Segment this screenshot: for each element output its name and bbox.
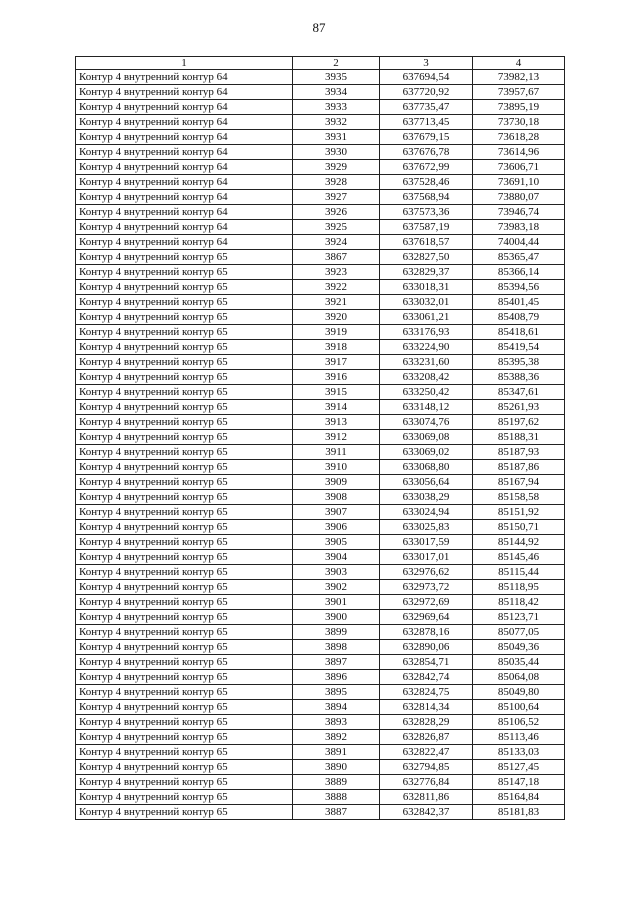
y-coordinate-cell: 85187,86 [473, 460, 565, 475]
point-number-cell: 3903 [293, 565, 380, 580]
table-row [76, 670, 565, 685]
contour-name-cell: Контур 4 внутренний контур 64 [76, 235, 293, 250]
y-coordinate-cell: 85197,62 [473, 415, 565, 430]
y-coordinate-cell: 74004,44 [473, 235, 565, 250]
point-number-cell: 3919 [293, 325, 380, 340]
contour-name-cell: Контур 4 внутренний контур 65 [76, 640, 293, 655]
x-coordinate-cell: 633032,01 [380, 295, 473, 310]
contour-name-cell: Контур 4 внутренний контур 65 [76, 775, 293, 790]
y-coordinate-cell: 73730,18 [473, 115, 565, 130]
table-row [76, 400, 565, 415]
table-row [76, 310, 565, 325]
y-coordinate-cell: 85035,44 [473, 655, 565, 670]
x-coordinate-cell: 632828,29 [380, 715, 473, 730]
x-coordinate-cell: 633068,80 [380, 460, 473, 475]
table-row [76, 415, 565, 430]
y-coordinate-cell: 73606,71 [473, 160, 565, 175]
contour-name-cell: Контур 4 внутренний контур 65 [76, 490, 293, 505]
table-header-row [76, 57, 565, 70]
table-row [76, 385, 565, 400]
y-coordinate-cell: 85158,58 [473, 490, 565, 505]
x-coordinate-cell: 632972,69 [380, 595, 473, 610]
table-row [76, 370, 565, 385]
point-number-cell: 3905 [293, 535, 380, 550]
point-number-cell: 3907 [293, 505, 380, 520]
y-coordinate-cell: 85261,93 [473, 400, 565, 415]
y-coordinate-cell: 73614,96 [473, 145, 565, 160]
table-row [76, 730, 565, 745]
x-coordinate-cell: 632794,85 [380, 760, 473, 775]
y-coordinate-cell: 85147,18 [473, 775, 565, 790]
x-coordinate-cell: 633018,31 [380, 280, 473, 295]
y-coordinate-cell: 73691,10 [473, 175, 565, 190]
table-row [76, 505, 565, 520]
point-number-cell: 3927 [293, 190, 380, 205]
point-number-cell: 3915 [293, 385, 380, 400]
y-coordinate-cell: 85419,54 [473, 340, 565, 355]
point-number-cell: 3909 [293, 475, 380, 490]
point-number-cell: 3908 [293, 490, 380, 505]
contour-name-cell: Контур 4 внутренний контур 65 [76, 760, 293, 775]
point-number-cell: 3910 [293, 460, 380, 475]
point-number-cell: 3911 [293, 445, 380, 460]
point-number-cell: 3895 [293, 685, 380, 700]
header-cell-4: 4 [473, 57, 565, 70]
x-coordinate-cell: 633069,08 [380, 430, 473, 445]
contour-name-cell: Контур 4 внутренний контур 64 [76, 85, 293, 100]
table-row [76, 295, 565, 310]
x-coordinate-cell: 632854,71 [380, 655, 473, 670]
y-coordinate-cell: 85064,08 [473, 670, 565, 685]
point-number-cell: 3921 [293, 295, 380, 310]
x-coordinate-cell: 633024,94 [380, 505, 473, 520]
table-row [76, 610, 565, 625]
y-coordinate-cell: 85049,36 [473, 640, 565, 655]
contour-name-cell: Контур 4 внутренний контур 65 [76, 550, 293, 565]
table-row [76, 70, 565, 85]
x-coordinate-cell: 632822,47 [380, 745, 473, 760]
y-coordinate-cell: 73982,13 [473, 70, 565, 85]
contour-name-cell: Контур 4 внутренний контур 65 [76, 370, 293, 385]
x-coordinate-cell: 632976,62 [380, 565, 473, 580]
x-coordinate-cell: 637713,45 [380, 115, 473, 130]
table-row [76, 790, 565, 805]
contour-name-cell: Контур 4 внутренний контур 65 [76, 340, 293, 355]
y-coordinate-cell: 73880,07 [473, 190, 565, 205]
table-row [76, 595, 565, 610]
coordinates-table-body [76, 57, 565, 820]
point-number-cell: 3932 [293, 115, 380, 130]
x-coordinate-cell: 637587,19 [380, 220, 473, 235]
table-row [76, 625, 565, 640]
page-number: 87 [312, 20, 326, 35]
y-coordinate-cell: 85115,44 [473, 565, 565, 580]
header-cell-2: 2 [293, 57, 380, 70]
table-row [76, 160, 565, 175]
contour-name-cell: Контур 4 внутренний контур 65 [76, 520, 293, 535]
contour-name-cell: Контур 4 внутренний контур 64 [76, 145, 293, 160]
point-number-cell: 3922 [293, 280, 380, 295]
x-coordinate-cell: 632878,16 [380, 625, 473, 640]
x-coordinate-cell: 632826,87 [380, 730, 473, 745]
y-coordinate-cell: 85181,83 [473, 805, 565, 820]
table-row [76, 85, 565, 100]
table-row [76, 190, 565, 205]
y-coordinate-cell: 85151,92 [473, 505, 565, 520]
table-row [76, 325, 565, 340]
point-number-cell: 3930 [293, 145, 380, 160]
contour-name-cell: Контур 4 внутренний контур 65 [76, 730, 293, 745]
x-coordinate-cell: 633176,93 [380, 325, 473, 340]
contour-name-cell: Контур 4 внутренний контур 65 [76, 280, 293, 295]
y-coordinate-cell: 85401,45 [473, 295, 565, 310]
contour-name-cell: Контур 4 внутренний контур 65 [76, 535, 293, 550]
point-number-cell: 3867 [293, 250, 380, 265]
x-coordinate-cell: 637676,78 [380, 145, 473, 160]
contour-name-cell: Контур 4 внутренний контур 65 [76, 700, 293, 715]
table-row [76, 355, 565, 370]
table-row [76, 775, 565, 790]
x-coordinate-cell: 633208,42 [380, 370, 473, 385]
point-number-cell: 3931 [293, 130, 380, 145]
table-row [76, 760, 565, 775]
contour-name-cell: Контур 4 внутренний контур 64 [76, 190, 293, 205]
table-row [76, 715, 565, 730]
x-coordinate-cell: 632842,37 [380, 805, 473, 820]
x-coordinate-cell: 633250,42 [380, 385, 473, 400]
y-coordinate-cell: 85049,80 [473, 685, 565, 700]
point-number-cell: 3904 [293, 550, 380, 565]
point-number-cell: 3892 [293, 730, 380, 745]
table-row [76, 205, 565, 220]
point-number-cell: 3889 [293, 775, 380, 790]
x-coordinate-cell: 637694,54 [380, 70, 473, 85]
y-coordinate-cell: 85164,84 [473, 790, 565, 805]
y-coordinate-cell: 85394,56 [473, 280, 565, 295]
y-coordinate-cell: 73895,19 [473, 100, 565, 115]
y-coordinate-cell: 85167,94 [473, 475, 565, 490]
contour-name-cell: Контур 4 внутренний контур 64 [76, 70, 293, 85]
x-coordinate-cell: 632973,72 [380, 580, 473, 595]
contour-name-cell: Контур 4 внутренний контур 64 [76, 175, 293, 190]
table-row [76, 340, 565, 355]
contour-name-cell: Контур 4 внутренний контур 65 [76, 715, 293, 730]
contour-name-cell: Контур 4 внутренний контур 64 [76, 160, 293, 175]
point-number-cell: 3901 [293, 595, 380, 610]
table-row [76, 175, 565, 190]
x-coordinate-cell: 633148,12 [380, 400, 473, 415]
point-number-cell: 3924 [293, 235, 380, 250]
x-coordinate-cell: 637573,36 [380, 205, 473, 220]
point-number-cell: 3918 [293, 340, 380, 355]
contour-name-cell: Контур 4 внутренний контур 64 [76, 130, 293, 145]
contour-name-cell: Контур 4 внутренний контур 65 [76, 505, 293, 520]
contour-name-cell: Контур 4 внутренний контур 65 [76, 670, 293, 685]
x-coordinate-cell: 632776,84 [380, 775, 473, 790]
contour-name-cell: Контур 4 внутренний контур 64 [76, 100, 293, 115]
y-coordinate-cell: 85077,05 [473, 625, 565, 640]
contour-name-cell: Контур 4 внутренний контур 64 [76, 115, 293, 130]
x-coordinate-cell: 637735,47 [380, 100, 473, 115]
point-number-cell: 3912 [293, 430, 380, 445]
x-coordinate-cell: 633017,01 [380, 550, 473, 565]
contour-name-cell: Контур 4 внутренний контур 65 [76, 445, 293, 460]
y-coordinate-cell: 73983,18 [473, 220, 565, 235]
table-row [76, 745, 565, 760]
table-row [76, 565, 565, 580]
x-coordinate-cell: 637528,46 [380, 175, 473, 190]
x-coordinate-cell: 637679,15 [380, 130, 473, 145]
x-coordinate-cell: 632969,64 [380, 610, 473, 625]
header-cell-3: 3 [380, 57, 473, 70]
y-coordinate-cell: 85418,61 [473, 325, 565, 340]
y-coordinate-cell: 85365,47 [473, 250, 565, 265]
x-coordinate-cell: 633061,21 [380, 310, 473, 325]
x-coordinate-cell: 633025,83 [380, 520, 473, 535]
table-row [76, 265, 565, 280]
x-coordinate-cell: 633224,90 [380, 340, 473, 355]
x-coordinate-cell: 633069,02 [380, 445, 473, 460]
contour-name-cell: Контур 4 внутренний контур 65 [76, 565, 293, 580]
table-row [76, 490, 565, 505]
x-coordinate-cell: 632842,74 [380, 670, 473, 685]
contour-name-cell: Контур 4 внутренний контур 65 [76, 580, 293, 595]
y-coordinate-cell: 85395,38 [473, 355, 565, 370]
contour-name-cell: Контур 4 внутренний контур 65 [76, 625, 293, 640]
table-row [76, 700, 565, 715]
table-row [76, 685, 565, 700]
point-number-cell: 3917 [293, 355, 380, 370]
point-number-cell: 3933 [293, 100, 380, 115]
table-row [76, 250, 565, 265]
table-row [76, 535, 565, 550]
y-coordinate-cell: 85145,46 [473, 550, 565, 565]
point-number-cell: 3926 [293, 205, 380, 220]
table-row [76, 475, 565, 490]
point-number-cell: 3934 [293, 85, 380, 100]
point-number-cell: 3906 [293, 520, 380, 535]
table-row [76, 445, 565, 460]
point-number-cell: 3894 [293, 700, 380, 715]
point-number-cell: 3900 [293, 610, 380, 625]
contour-name-cell: Контур 4 внутренний контур 64 [76, 220, 293, 235]
point-number-cell: 3916 [293, 370, 380, 385]
y-coordinate-cell: 85366,14 [473, 265, 565, 280]
y-coordinate-cell: 85118,95 [473, 580, 565, 595]
point-number-cell: 3935 [293, 70, 380, 85]
contour-name-cell: Контур 4 внутренний контур 65 [76, 460, 293, 475]
table-row [76, 520, 565, 535]
point-number-cell: 3899 [293, 625, 380, 640]
contour-name-cell: Контур 4 внутренний контур 65 [76, 400, 293, 415]
table-row [76, 460, 565, 475]
y-coordinate-cell: 85100,64 [473, 700, 565, 715]
y-coordinate-cell: 85150,71 [473, 520, 565, 535]
x-coordinate-cell: 637720,92 [380, 85, 473, 100]
point-number-cell: 3888 [293, 790, 380, 805]
point-number-cell: 3929 [293, 160, 380, 175]
point-number-cell: 3928 [293, 175, 380, 190]
contour-name-cell: Контур 4 внутренний контур 64 [76, 205, 293, 220]
point-number-cell: 3923 [293, 265, 380, 280]
table-row [76, 550, 565, 565]
contour-name-cell: Контур 4 внутренний контур 65 [76, 790, 293, 805]
table-row [76, 130, 565, 145]
contour-name-cell: Контур 4 внутренний контур 65 [76, 265, 293, 280]
x-coordinate-cell: 637618,57 [380, 235, 473, 250]
contour-name-cell: Контур 4 внутренний контур 65 [76, 250, 293, 265]
x-coordinate-cell: 632827,50 [380, 250, 473, 265]
contour-name-cell: Контур 4 внутренний контур 65 [76, 430, 293, 445]
header-cell-1: 1 [76, 57, 293, 70]
x-coordinate-cell: 633056,64 [380, 475, 473, 490]
point-number-cell: 3914 [293, 400, 380, 415]
x-coordinate-cell: 633017,59 [380, 535, 473, 550]
x-coordinate-cell: 632814,34 [380, 700, 473, 715]
y-coordinate-cell: 85106,52 [473, 715, 565, 730]
x-coordinate-cell: 637672,99 [380, 160, 473, 175]
table-row [76, 220, 565, 235]
table-row [76, 115, 565, 130]
y-coordinate-cell: 85123,71 [473, 610, 565, 625]
contour-name-cell: Контур 4 внутренний контур 65 [76, 655, 293, 670]
table-row [76, 655, 565, 670]
point-number-cell: 3897 [293, 655, 380, 670]
table-row [76, 430, 565, 445]
contour-name-cell: Контур 4 внутренний контур 65 [76, 805, 293, 820]
table-row [76, 145, 565, 160]
y-coordinate-cell: 85388,36 [473, 370, 565, 385]
contour-name-cell: Контур 4 внутренний контур 65 [76, 415, 293, 430]
contour-name-cell: Контур 4 внутренний контур 65 [76, 745, 293, 760]
point-number-cell: 3913 [293, 415, 380, 430]
contour-name-cell: Контур 4 внутренний контур 65 [76, 595, 293, 610]
y-coordinate-cell: 85127,45 [473, 760, 565, 775]
table-row [76, 235, 565, 250]
point-number-cell: 3902 [293, 580, 380, 595]
y-coordinate-cell: 85118,42 [473, 595, 565, 610]
y-coordinate-cell: 85113,46 [473, 730, 565, 745]
point-number-cell: 3920 [293, 310, 380, 325]
x-coordinate-cell: 637568,94 [380, 190, 473, 205]
y-coordinate-cell: 85347,61 [473, 385, 565, 400]
contour-name-cell: Контур 4 внутренний контур 65 [76, 295, 293, 310]
contour-name-cell: Контур 4 внутренний контур 65 [76, 355, 293, 370]
table-row [76, 580, 565, 595]
contour-name-cell: Контур 4 внутренний контур 65 [76, 475, 293, 490]
y-coordinate-cell: 85408,79 [473, 310, 565, 325]
x-coordinate-cell: 632890,06 [380, 640, 473, 655]
point-number-cell: 3887 [293, 805, 380, 820]
table-row [76, 805, 565, 820]
point-number-cell: 3893 [293, 715, 380, 730]
point-number-cell: 3898 [293, 640, 380, 655]
contour-name-cell: Контур 4 внутренний контур 65 [76, 385, 293, 400]
coordinates-table [75, 56, 565, 820]
table-row [76, 100, 565, 115]
x-coordinate-cell: 632829,37 [380, 265, 473, 280]
contour-name-cell: Контур 4 внутренний контур 65 [76, 610, 293, 625]
y-coordinate-cell: 85187,93 [473, 445, 565, 460]
point-number-cell: 3925 [293, 220, 380, 235]
point-number-cell: 3891 [293, 745, 380, 760]
x-coordinate-cell: 633231,60 [380, 355, 473, 370]
table-row [76, 280, 565, 295]
point-number-cell: 3896 [293, 670, 380, 685]
x-coordinate-cell: 633074,76 [380, 415, 473, 430]
y-coordinate-cell: 85188,31 [473, 430, 565, 445]
y-coordinate-cell: 85144,92 [473, 535, 565, 550]
x-coordinate-cell: 632811,86 [380, 790, 473, 805]
contour-name-cell: Контур 4 внутренний контур 65 [76, 685, 293, 700]
point-number-cell: 3890 [293, 760, 380, 775]
x-coordinate-cell: 632824,75 [380, 685, 473, 700]
x-coordinate-cell: 633038,29 [380, 490, 473, 505]
y-coordinate-cell: 73618,28 [473, 130, 565, 145]
y-coordinate-cell: 85133,03 [473, 745, 565, 760]
contour-name-cell: Контур 4 внутренний контур 65 [76, 310, 293, 325]
y-coordinate-cell: 73957,67 [473, 85, 565, 100]
table-row [76, 640, 565, 655]
y-coordinate-cell: 73946,74 [473, 205, 565, 220]
contour-name-cell: Контур 4 внутренний контур 65 [76, 325, 293, 340]
